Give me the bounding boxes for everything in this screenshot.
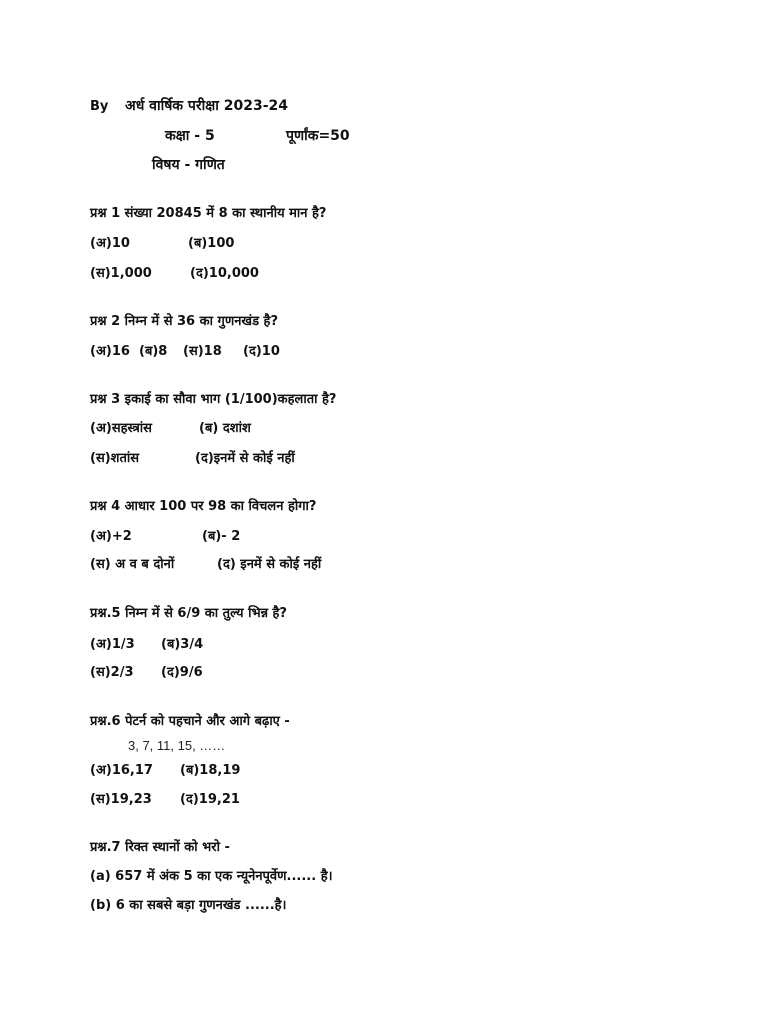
- question-4: प्रश्न 4 आधार 100 पर 98 का विचलन होगा?: [90, 499, 317, 514]
- q6-option-a: (अ)16,17: [90, 763, 153, 778]
- q4-option-c: (स) अ व ब दोनों: [90, 557, 175, 572]
- q7-part-b: (b) 6 का सबसे बड़ा गुणनखंड ......है।: [90, 898, 287, 913]
- q1-option-d: (द)10,000: [190, 266, 259, 281]
- q3-option-a: (अ)सहस्त्रांस: [90, 421, 152, 436]
- q3-option-d: (द)इनमें से कोई नहीं: [195, 451, 295, 466]
- q6-option-b: (ब)18,19: [180, 763, 241, 778]
- q2-option-b: (ब)8: [139, 344, 168, 359]
- question-7: प्रश्न.7 रिक्त स्थानों को भरो -: [90, 840, 230, 855]
- q4-option-d: (द) इनमें से कोई नहीं: [217, 557, 322, 572]
- q3-option-c: (स)शतांस: [90, 451, 140, 466]
- q1-option-a: (अ)10: [90, 236, 130, 251]
- q5-option-d: (द)9/6: [161, 665, 203, 680]
- q5-option-a: (अ)1/3: [90, 637, 135, 652]
- q2-option-c: (स)18: [183, 344, 222, 359]
- question-5: प्रश्न.5 निम्न में से 6/9 का तुल्य भिन्न है?: [90, 606, 287, 621]
- q1-option-c: (स)1,000: [90, 266, 152, 281]
- q6-option-c: (स)19,23: [90, 792, 152, 807]
- question-2: प्रश्न 2 निम्न में से 36 का गुणनखंड है?: [90, 314, 278, 329]
- by-label: By: [90, 99, 109, 114]
- exam-title: अर्ध वार्षिक परीक्षा 2023-24: [125, 98, 289, 114]
- question-3: प्रश्न 3 इकाई का सौवा भाग (1/100)कहलाता है?: [90, 392, 337, 407]
- q2-option-d: (द)10: [243, 344, 280, 359]
- q1-option-b: (ब)100: [188, 236, 235, 251]
- q4-option-b: (ब)- 2: [202, 529, 241, 544]
- q7-part-a: (a) 657 में अंक 5 का एक न्यूनेनपूर्वेण...... है।: [90, 869, 333, 884]
- q6-sequence: 3, 7, 11, 15, ……: [128, 738, 226, 753]
- subject-label: विषय - गणित: [152, 157, 225, 173]
- q6-option-d: (द)19,21: [180, 792, 240, 807]
- q5-option-b: (ब)3/4: [161, 637, 204, 652]
- q5-option-c: (स)2/3: [90, 665, 134, 680]
- class-label: कक्षा - 5: [165, 128, 215, 144]
- question-6: प्रश्न.6 पेटर्न को पहचाने और आगे बढ़ाए -: [90, 714, 290, 729]
- q3-option-b: (ब) दशांश: [199, 421, 251, 436]
- question-1: प्रश्न 1 संख्या 20845 में 8 का स्थानीय मान है?: [90, 206, 327, 221]
- q2-option-a: (अ)16: [90, 344, 130, 359]
- q4-option-a: (अ)+2: [90, 529, 132, 544]
- full-marks-label: पूर्णांक=50: [286, 128, 350, 144]
